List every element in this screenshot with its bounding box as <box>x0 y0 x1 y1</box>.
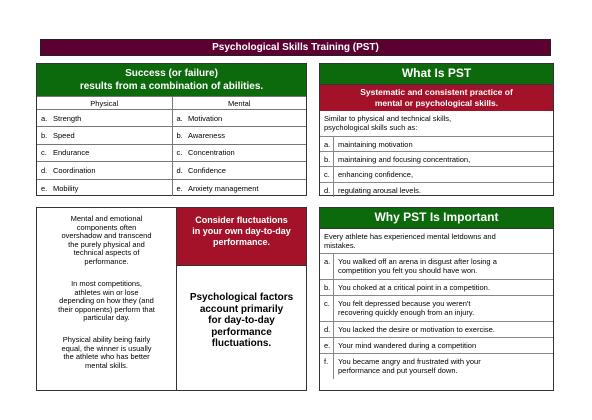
intro-line1: Every athlete has experienced mental letdowns and <box>324 232 496 241</box>
mental-ability: Confidence <box>188 162 306 179</box>
why-pst-panel <box>319 207 554 391</box>
mental-components-text <box>41 215 172 267</box>
psychological-factors-text <box>176 266 306 390</box>
item-letter: f. <box>320 354 334 379</box>
text-line: competition you felt you should have won. <box>338 266 478 275</box>
item-text: enhancing confidence, <box>338 170 414 180</box>
table-row <box>37 144 306 161</box>
abilities-table <box>37 96 306 196</box>
mental-ability: Motivation <box>188 113 223 123</box>
text-line: athletes win or lose <box>74 287 139 297</box>
what-is-pst-intro <box>320 111 553 136</box>
text-line: You walked off an arena in disgust after losing a <box>338 257 497 266</box>
mental-letter: d. <box>172 162 188 179</box>
list-item <box>320 321 553 337</box>
text-line: technical aspects of <box>73 248 140 258</box>
table-row <box>37 162 306 179</box>
item-letter: c. <box>320 167 334 181</box>
physical-ability: Endurance <box>53 144 172 161</box>
list-item <box>320 151 553 166</box>
why-pst-heading: Why PST Is Important <box>320 208 553 228</box>
subheading-line1: Systematic and consistent practice of <box>360 87 513 97</box>
what-is-pst-panel <box>319 63 554 196</box>
item-letter: b. <box>320 152 334 166</box>
mental-letter: e. <box>172 179 188 196</box>
text-line: for day-to-day <box>208 315 275 326</box>
physical-letter: c. <box>37 144 53 161</box>
text-line: Mental and emotional <box>70 214 143 223</box>
text-line: the athlete who has better <box>63 352 150 362</box>
item-letter: a. <box>320 254 334 279</box>
physical-ability: Strength <box>53 113 82 123</box>
item-letter: b. <box>320 280 334 295</box>
physical-letter: a. <box>41 113 48 123</box>
text-line: the purely physical and <box>68 239 145 249</box>
text-line: Psychological factors <box>189 292 294 303</box>
item-text: maintaining motivation <box>338 140 413 149</box>
item-text: You lacked the desire or motivation to exercise. <box>338 325 495 334</box>
text-line: You became angry and frustrated with your <box>338 357 481 366</box>
physical-letter: d. <box>37 162 53 179</box>
text-line: overshadow and transcend <box>61 231 152 241</box>
physical-header: Physical <box>37 97 172 110</box>
text-line: particular day. <box>83 313 130 323</box>
table-row <box>37 110 306 127</box>
item-text <box>334 296 553 321</box>
item-text: You choked at a critical point in a competition. <box>338 283 490 292</box>
list-item <box>320 353 553 379</box>
consider-fluctuations-callout <box>176 208 306 266</box>
physical-letter: b. <box>37 127 53 144</box>
physical-ability: Coordination <box>53 162 172 179</box>
list-item <box>320 182 553 197</box>
success-heading <box>37 64 306 96</box>
intro-line2: mistakes. <box>324 241 356 250</box>
text-line: performance and put yourself down. <box>338 366 458 375</box>
text-line: Physical ability being fairly <box>62 335 151 344</box>
intro-line2: psychological skills such as: <box>324 123 418 132</box>
item-letter: d. <box>320 183 334 197</box>
text-line: depending on how they (and <box>59 296 154 306</box>
text-line: in your own day-to-day <box>192 226 291 236</box>
text-line: performance <box>211 326 272 338</box>
list-item <box>320 337 553 353</box>
text-line: their opponents) perform that <box>58 304 155 314</box>
subheading-line2: mental or psychological skills. <box>374 98 499 108</box>
physical-ability: Speed <box>53 127 172 144</box>
text-line: mental skills. <box>85 360 128 370</box>
text-line: performance. <box>84 256 129 266</box>
skills-list <box>320 136 553 197</box>
list-item <box>320 166 553 181</box>
list-item <box>320 279 553 295</box>
item-text: Your mind wandered during a competition <box>338 341 477 350</box>
fluctuations-panel <box>36 207 307 391</box>
mental-components-column <box>37 208 176 390</box>
physical-ability: Mobility <box>53 179 172 196</box>
letdowns-list <box>320 253 553 379</box>
table-row <box>37 127 306 144</box>
text-line: fluctuations. <box>211 338 272 349</box>
success-panel <box>36 63 307 196</box>
item-text <box>334 254 553 279</box>
mental-letter: a. <box>172 110 188 127</box>
why-pst-intro <box>320 228 553 253</box>
item-text <box>334 354 553 379</box>
mental-ability: Concentration <box>188 144 306 161</box>
text-line: Consider fluctuations <box>195 215 288 225</box>
text-line: equal, the winner is usually <box>61 343 152 353</box>
success-heading-line2: results from a combination of abilities. <box>79 81 264 92</box>
page-title: Psychological Skills Training (PST) <box>40 39 551 56</box>
mental-header: Mental <box>172 97 306 110</box>
mental-letter: c. <box>172 144 188 161</box>
mental-ability: Awareness <box>188 127 306 144</box>
mental-letter: b. <box>172 127 188 144</box>
intro-line1: Similar to physical and technical skills, <box>324 114 452 123</box>
physical-letter: e. <box>37 179 53 196</box>
text-line: components often <box>76 222 137 232</box>
item-text: regulating arousal levels. <box>338 185 421 195</box>
list-item <box>320 253 553 279</box>
text-line: You felt depressed because you weren't <box>338 299 471 308</box>
competitions-text <box>41 280 172 323</box>
item-letter: a. <box>320 137 334 151</box>
what-is-pst-heading: What Is PST <box>320 64 553 84</box>
text-line: In most competitions, <box>71 279 142 288</box>
item-letter: e. <box>320 338 334 353</box>
item-letter: c. <box>320 296 334 321</box>
list-item <box>320 136 553 151</box>
text-line: account primarily <box>199 303 284 315</box>
item-text: maintaining and focusing concentration, <box>338 155 471 165</box>
success-heading-line1: Success (or failure) <box>125 68 218 79</box>
table-row <box>37 179 306 196</box>
text-line: recovering quickly enough from an injury. <box>338 308 475 317</box>
text-line: performance. <box>212 237 271 247</box>
item-letter: d. <box>320 322 334 337</box>
list-item <box>320 295 553 321</box>
mental-ability: Anxiety management <box>188 179 306 196</box>
what-is-pst-subheading <box>320 84 553 111</box>
physical-ability-text <box>41 336 172 370</box>
